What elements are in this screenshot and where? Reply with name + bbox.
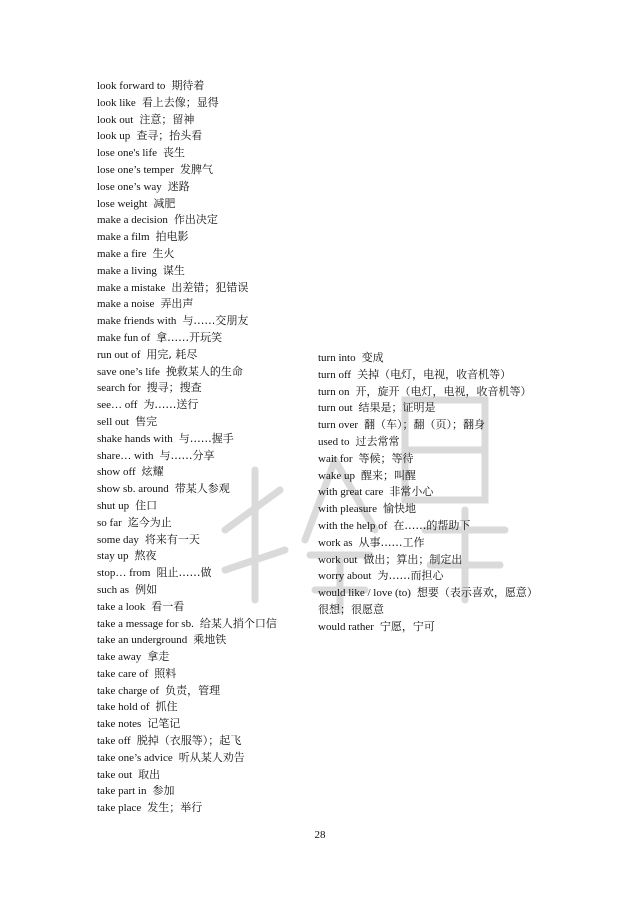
vocab-meaning: 看一看 [151,599,185,613]
vocab-meaning: 例如 [135,582,158,596]
vocab-entry [97,145,312,162]
vocab-phrase: with the help of [318,519,388,532]
vocab-phrase: wake up [318,469,355,482]
vocab-meaning: 做出；算出；制定出 [363,552,463,566]
vocab-phrase: take out [97,768,133,781]
vocab-entry [97,565,312,582]
vocab-entry [97,683,312,700]
vocab-phrase: sell out [97,415,130,428]
vocab-entry [97,313,312,330]
vocab-meaning: 炫耀 [141,465,164,479]
vocab-meaning: 与……交朋友 [182,314,249,328]
vocab-meaning: 减肥 [153,196,176,210]
vocab-phrase: run out of [97,348,141,361]
vocab-meaning: 注意；留神 [139,112,195,126]
vocab-phrase: take a message for sb. [97,617,194,630]
vocab-entry [97,481,312,498]
vocab-meaning: 记笔记 [147,717,181,731]
vocab-entry [97,498,312,515]
vocab-entry [318,568,543,585]
vocab-entry [97,733,312,750]
vocab-meaning: 弄出声 [160,297,194,311]
vocab-phrase: would like / love (to) [318,587,411,600]
vocab-entry [318,451,543,468]
vocab-meaning: 与……握手 [178,431,234,445]
vocab-phrase: take one’s advice [97,751,173,764]
vocab-entry [97,750,312,767]
vocab-meaning: 给某人捎个口信 [199,616,277,630]
vocab-phrase: shut up [97,499,130,512]
vocab-phrase: take an underground [97,634,188,647]
vocab-entry [318,434,543,451]
vocab-entry [97,448,312,465]
vocab-entry [318,468,543,485]
vocab-entry [97,380,312,397]
vocab-entry [97,364,312,381]
vocab-phrase: make a mistake [97,281,166,294]
vocab-meaning: 开，旋开（电灯，电视，收音机等） [355,384,532,398]
vocab-meaning: 宁愿，宁可 [379,619,435,633]
vocab-meaning: 在……的帮助下 [393,518,471,532]
vocab-meaning: 负责，管理 [165,683,221,697]
vocab-phrase: make a living [97,264,157,277]
vocab-entry [97,212,312,229]
vocab-phrase: look forward to [97,80,166,92]
vocab-meaning: 结果是；证明是 [358,401,436,415]
vocab-meaning: 取出 [138,767,161,781]
vocab-phrase: look out [97,113,134,126]
vocab-phrase: so far [97,516,122,529]
vocab-meaning: 谋生 [162,263,185,277]
vocab-meaning: 丧生 [163,146,186,160]
vocab-entry [97,296,312,313]
vocab-entry [318,619,543,636]
vocab-entry [97,229,312,246]
vocab-entry [318,518,543,535]
vocab-meaning: 乘地铁 [193,633,227,647]
vocab-meaning: 与……分享 [159,448,215,462]
vocab-meaning: 为……而担心 [377,569,444,583]
vocab-meaning: 迄今为止 [127,515,172,529]
vocab-phrase: look like [97,96,136,109]
vocab-meaning: 等候；等待 [358,451,414,465]
vocab-entry [97,616,312,633]
vocab-phrase: make a noise [97,298,155,311]
vocab-meaning: 愉快地 [382,502,416,516]
vocab-entry [318,384,543,401]
vocab-meaning: 拿……开玩笑 [156,330,223,344]
vocab-phrase: with great care [318,486,384,499]
vocab-phrase: share… with [97,449,154,462]
vocab-meaning: 查寻；抬头看 [136,129,203,143]
vocab-phrase: stay up [97,550,129,563]
vocab-meaning: 发生；举行 [147,801,203,815]
vocab-meaning: 作出决定 [173,213,218,227]
vocab-entry [97,632,312,649]
vocab-meaning: 带某人参观 [174,482,230,496]
vocab-meaning: 迷路 [167,179,190,193]
vocab-entry [97,548,312,565]
left-column-list [97,78,312,817]
vocab-entry [97,716,312,733]
vocab-phrase: take away [97,651,142,664]
vocab-entry [97,128,312,145]
vocab-entry [97,397,312,414]
vocab-entry [318,501,543,518]
vocab-meaning: 住口 [135,498,158,512]
vocab-meaning: 将来有一天 [144,532,200,546]
vocab-phrase: turn over [318,419,359,432]
vocab-phrase: take part in [97,785,147,798]
vocab-entry [97,330,312,347]
page-number: 28 [314,829,326,841]
vocab-phrase: lose one’s way [97,180,162,193]
vocab-entry [97,767,312,784]
vocab-meaning: 挽救某人的生命 [165,364,243,378]
vocab-meaning: 期待着 [171,79,205,92]
vocab-meaning: 搜寻；搜查 [146,381,202,395]
vocab-entry [97,162,312,179]
vocab-phrase: such as [97,583,130,596]
vocab-entry [97,112,312,129]
vocab-phrase: work as [318,536,353,549]
vocab-phrase: show sb. around [97,483,169,496]
vocab-phrase: would rather [318,620,374,633]
vocab-phrase: turn on [318,385,350,398]
vocab-entry [318,535,543,552]
vocab-meaning: 醒来；叫醒 [360,468,416,482]
vocab-entry [97,800,312,817]
vocab-phrase: wait for [318,452,353,465]
vocab-meaning: 照料 [154,666,177,680]
vocab-phrase: search for [97,382,141,395]
vocab-entry [97,515,312,532]
vocab-entry [318,552,543,569]
vocab-meaning: 熬夜 [134,549,157,563]
vocab-phrase: look up [97,130,131,143]
vocab-meaning: 非常小心 [389,485,434,499]
vocab-phrase: make a film [97,231,150,244]
vocab-entry [97,95,312,112]
vocab-meaning: 售完 [135,414,158,428]
vocab-phrase: take hold of [97,701,150,714]
vocab-entry [97,649,312,666]
vocab-phrase: make a fire [97,247,147,260]
vocab-meaning: 发脾气 [179,162,213,176]
vocab-phrase: turn out [318,402,353,415]
vocab-phrase: make friends with [97,315,177,328]
vocab-phrase: stop… from [97,567,151,580]
vocab-entry [97,464,312,481]
vocab-entry [97,666,312,683]
vocab-meaning: 生火 [152,246,175,260]
vocab-phrase: take place [97,802,142,815]
vocab-phrase: lose weight [97,197,148,210]
vocab-meaning: 翻（车）；翻（页）；翻身 [364,418,486,432]
vocab-phrase: make a decision [97,214,168,227]
vocab-phrase: lose one's life [97,147,158,160]
vocab-phrase: some day [97,533,139,546]
vocab-entry [318,585,543,619]
vocab-entry [318,367,543,384]
vocab-phrase: used to [318,435,350,448]
vocab-entry [318,350,543,367]
vocab-entry [97,179,312,196]
vocab-entry [97,431,312,448]
vocab-meaning: 听从某人劝告 [178,750,245,764]
vocab-phrase: take charge of [97,684,160,697]
vocab-phrase: show off [97,466,136,479]
vocab-phrase: take notes [97,718,142,731]
vocab-meaning: 关掉（电灯，电视，收音机等） [357,367,512,381]
vocab-entry [97,699,312,716]
vocab-phrase: work out [318,553,358,566]
vocab-entry [318,484,543,501]
vocab-phrase: see… off [97,399,138,412]
vocab-entry [97,78,312,95]
vocab-entry [97,196,312,213]
vocab-entry [97,532,312,549]
vocab-meaning: 看上去像；显得 [141,95,219,109]
vocab-meaning: 拍电影 [155,230,189,244]
vocab-phrase: take off [97,735,131,748]
vocab-entry [97,414,312,431]
vocab-phrase: turn off [318,368,352,381]
vocab-phrase: with pleasure [318,503,377,516]
vocab-phrase: turn into [318,352,356,364]
vocab-meaning: 阻止……做 [156,566,212,580]
vocab-phrase: take a look [97,600,146,613]
vocab-entry [318,417,543,434]
vocab-meaning: 变成 [361,351,384,364]
vocab-meaning: 抓住 [155,700,178,714]
vocab-phrase: make fun of [97,331,151,344]
vocab-entry [97,783,312,800]
vocab-entry [97,246,312,263]
right-column-list [318,350,543,636]
vocab-meaning: 参加 [152,784,175,798]
vocab-phrase: worry about [318,570,372,583]
vocab-entry [97,280,312,297]
vocab-meaning: 为……送行 [143,398,199,412]
vocab-meaning: 用完, 耗尽 [146,347,198,361]
vocab-meaning: 从事……工作 [358,535,425,549]
vocab-meaning: 过去常常 [355,434,400,448]
vocab-phrase: lose one’s temper [97,163,174,176]
vocab-meaning: 出差错；犯错误 [171,280,249,294]
vocab-phrase: save one’s life [97,365,160,378]
vocab-entry [97,582,312,599]
vocab-meaning: 脱掉（衣服等）；起飞 [136,734,242,748]
vocab-meaning: 想要（表示喜欢，愿意）很想；很愿意 [318,586,538,616]
vocab-phrase: shake hands with [97,432,173,445]
vocab-entry [318,400,543,417]
vocab-entry [97,599,312,616]
vocab-meaning: 拿走 [147,650,170,664]
vocab-entry [97,263,312,280]
vocab-entry [97,347,312,364]
vocab-phrase: take care of [97,667,149,680]
